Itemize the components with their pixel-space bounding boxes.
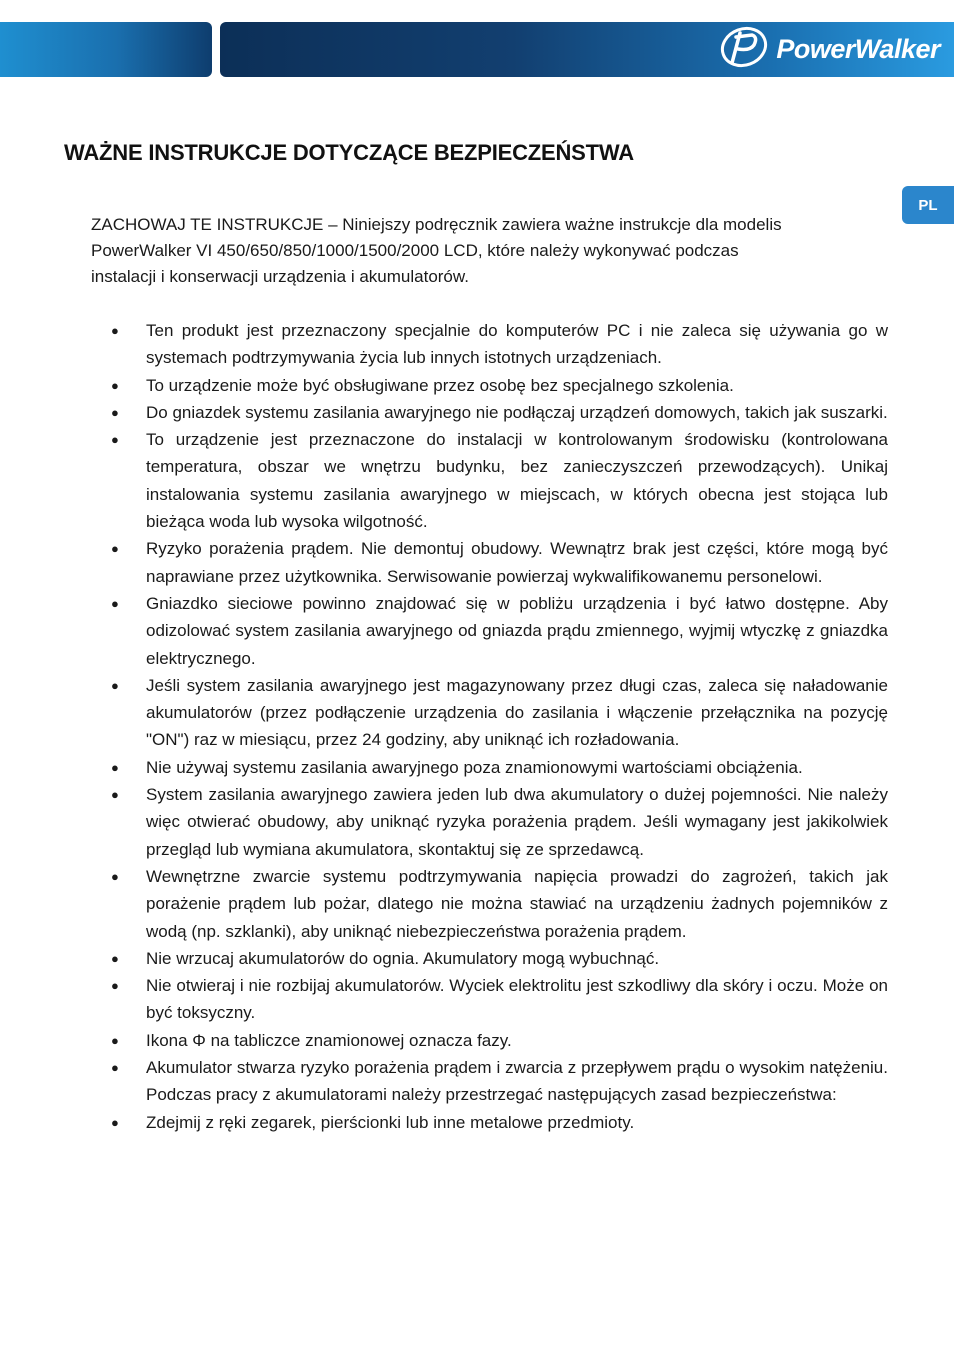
bullet-icon: ● — [111, 978, 119, 994]
intro-line: instalacji i konserwacji urządzenia i akumulatorów. — [91, 267, 469, 286]
list-item-text: Ryzyko porażenia prądem. Nie demontuj obudowy. Wewnątrz brak jest części, które mogą być naprawiane przez użytkownika. Serwisowanie powierzaj wykwalifikowanemu personelowi. — [146, 539, 888, 586]
list-item — [106, 672, 888, 754]
bullet-icon: ● — [111, 868, 119, 884]
bullet-icon: ● — [111, 759, 119, 775]
list-item-text: Do gniazdek systemu zasilania awaryjnego nie podłączaj urządzeń domowych, takich jak suszarki. — [146, 402, 888, 422]
bullet-icon: ● — [111, 787, 119, 803]
list-item-text: Jeśli system zasilania awaryjnego jest magazynowany przez długi czas, zaleca się naładowanie akumulatorów (przez podłączenie urządzenia do zasilania i włączenie przełącznika na pozycję "ON") raz w miesiącu, przez 24 godziny, aby uniknąć ich rozładowania. — [146, 675, 888, 750]
bullet-icon: ● — [111, 404, 119, 420]
list-item — [106, 781, 888, 863]
list-item — [106, 945, 888, 972]
list-item-text: Ikona Φ na tabliczce znamionowej oznacza fazy. — [146, 1030, 512, 1050]
list-item-text: Gniazdko sieciowe powinno znajdować się w pobliżu urządzenia i być łatwo dostępne. Aby odizolować system zasilania awaryjnego od gniazda prądu zmiennego, wyjmij wtyczkę z gniazdka elektrycznego. — [146, 593, 888, 668]
bullet-icon: ● — [111, 1060, 119, 1076]
list-item — [106, 535, 888, 590]
brand-logo-icon — [718, 25, 770, 74]
brand-logo-text: PowerWalker — [776, 34, 940, 64]
list-item — [106, 863, 888, 945]
list-item-text: System zasilania awaryjnego zawiera jeden lub dwa akumulatory o dużej pojemności. Nie należy więc otwierać obudowy, aby uniknąć ryzyka porażenia prądem. Jeśli wymagany jest jakikolwiek przegląd lub wymiana akumulatora, skontaktuj się ze sprzedawcą. — [146, 785, 888, 859]
intro-paragraph — [91, 212, 851, 290]
list-item-text: Nie używaj systemu zasilania awaryjnego poza znamionowymi wartościami obciążenia. — [146, 757, 803, 777]
list-item-text: To urządzenie jest przeznaczone do instalacji w kontrolowanym środowisku (kontrolowana temperatura, obszar we wnętrzu budynku, bez zanieczyszczeń przewodzących). Unikaj instalowania systemu zasilania awaryjnego w miejscach, w których obecna jest stojąca lub bieżąca woda lub wysoka wilgotność. — [146, 430, 888, 532]
list-item — [106, 372, 888, 399]
bullet-icon: ● — [111, 541, 119, 557]
bullet-icon: ● — [111, 432, 119, 448]
header-bar-left — [0, 22, 212, 77]
bullet-icon: ● — [111, 1032, 119, 1048]
language-tab-pl[interactable]: PL — [902, 186, 954, 224]
list-item-text: Wewnętrzne zwarcie systemu podtrzymywania napięcia prowadzi do zagrożeń, takich jak porażenie prądem lub pożar, dlatego nie można stawiać na urządzeniu żadnych pojemników z wodą (np. szklanki), aby uniknąć niebezpieczeństwa porażenia prądem. — [146, 866, 888, 941]
list-item-text: Ten produkt jest przeznaczony specjalnie do komputerów PC i nie zaleca się używania go w systemach podtrzymywania życia lub innych istotnych urządzeniach. — [146, 321, 888, 368]
list-item-text: Nie wrzucaj akumulatorów do ognia. Akumulatory mogą wybuchnąć. — [146, 948, 660, 968]
list-item — [106, 399, 888, 426]
list-item — [106, 317, 888, 372]
bullet-icon: ● — [111, 595, 119, 611]
list-item-text: Nie otwieraj i nie rozbijaj akumulatorów. Wyciek elektrolitu jest szkodliwy dla skóry i oczu. Może on być toksyczny. — [146, 976, 888, 1023]
bullet-icon: ● — [111, 1114, 119, 1130]
bullet-icon: ● — [111, 377, 119, 393]
list-item — [106, 1054, 888, 1109]
list-item — [106, 590, 888, 672]
page-title: WAŻNE INSTRUKCJE DOTYCZĄCE BEZPIECZEŃSTWA — [64, 140, 634, 165]
bullet-icon: ● — [111, 677, 119, 693]
list-item — [106, 1109, 888, 1136]
list-item — [106, 754, 888, 781]
brand-logo — [718, 22, 940, 77]
intro-line: ZACHOWAJ TE INSTRUKCJE – Niniejszy podręcznik zawiera ważne instrukcje dla modelis — [91, 215, 782, 234]
list-item-text: To urządzenie może być obsługiwane przez osobę bez specjalnego szkolenia. — [146, 375, 734, 395]
bullet-icon: ● — [111, 323, 119, 338]
safety-instructions-list — [106, 317, 888, 1136]
bullet-icon: ● — [111, 950, 119, 966]
list-item-text: Zdejmij z ręki zegarek, pierścionki lub inne metalowe przedmioty. — [146, 1112, 635, 1132]
list-item — [106, 1027, 888, 1054]
list-item — [106, 426, 888, 535]
intro-line: PowerWalker VI 450/650/850/1000/1500/2000 LCD, które należy wykonywać podczas — [91, 241, 739, 260]
list-item-text: Akumulator stwarza ryzyko porażenia prądem i zwarcia z przepływem prądu o wysokim natężeniu. Podczas pracy z akumulatorami należy przestrzegać następujących zasad bezpieczeństwa: — [146, 1058, 888, 1105]
list-item — [106, 972, 888, 1027]
